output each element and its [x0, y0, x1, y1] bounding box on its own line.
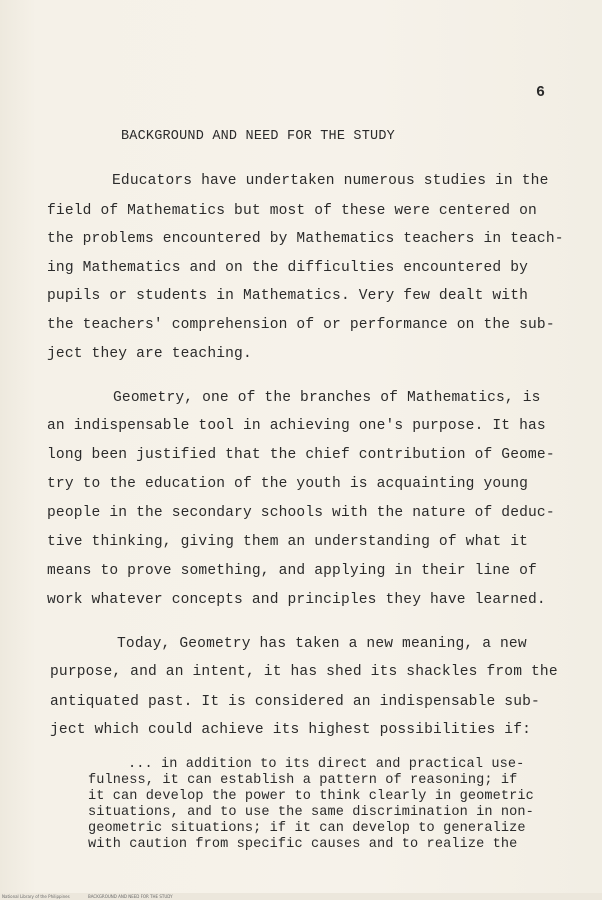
quote-line: geometric situations; if it can develop to generalize — [88, 821, 526, 836]
quote-line: fulness, it can establish a pattern of reasoning; if — [88, 773, 518, 788]
text-line: long been justified that the chief contribution of Geome- — [47, 447, 555, 463]
text-line: purpose, and an intent, it has shed its shackles from the — [50, 664, 558, 680]
text-line: people in the secondary schools with the nature of deduc- — [47, 505, 555, 521]
text-line: ing Mathematics and on the difficulties encountered by — [47, 260, 529, 276]
text-line: work whatever concepts and principles they have learned. — [47, 592, 546, 608]
text-line: Today, Geometry has taken a new meaning, a new — [117, 636, 527, 652]
text-line: the teachers' comprehension of or performance on the sub- — [47, 317, 555, 333]
text-line: pupils or students in Mathematics. Very few dealt with — [47, 288, 529, 304]
quote-line: ... in addition to its direct and practical use- — [128, 757, 525, 772]
section-heading: BACKGROUND AND NEED FOR THE STUDY — [121, 129, 395, 144]
text-line: means to prove something, and applying in their line of — [47, 563, 537, 579]
text-line: the problems encountered by Mathematics teachers in teach- — [47, 231, 564, 247]
footer-source: National Library of the Philippines — [2, 894, 70, 899]
quote-line: it can develop the power to think clearly in geometric — [88, 789, 534, 804]
text-line: antiquated past. It is considered an indispensable sub- — [50, 694, 540, 710]
text-line: Educators have undertaken numerous studies in the — [112, 173, 549, 189]
text-line: ject which could achieve its highest possibilities if: — [50, 722, 532, 738]
quote-line: situations, and to use the same discrimination in non- — [88, 805, 534, 820]
text-line: ject they are teaching. — [47, 346, 252, 362]
page-number: 6 — [536, 84, 546, 101]
footer-title: BACKGROUND AND NEED FOR THE STUDY — [88, 894, 173, 899]
text-line: an indispensable tool in achieving one's purpose. It has — [47, 418, 546, 434]
text-line: field of Mathematics but most of these were centered on — [47, 203, 537, 219]
scan-footer — [0, 893, 602, 900]
quote-line: with caution from specific causes and to realize the — [88, 837, 518, 852]
text-line: try to the education of the youth is acquainting young — [47, 476, 529, 492]
text-line: Geometry, one of the branches of Mathematics, is — [113, 390, 541, 406]
text-line: tive thinking, giving them an understanding of what it — [47, 534, 529, 550]
